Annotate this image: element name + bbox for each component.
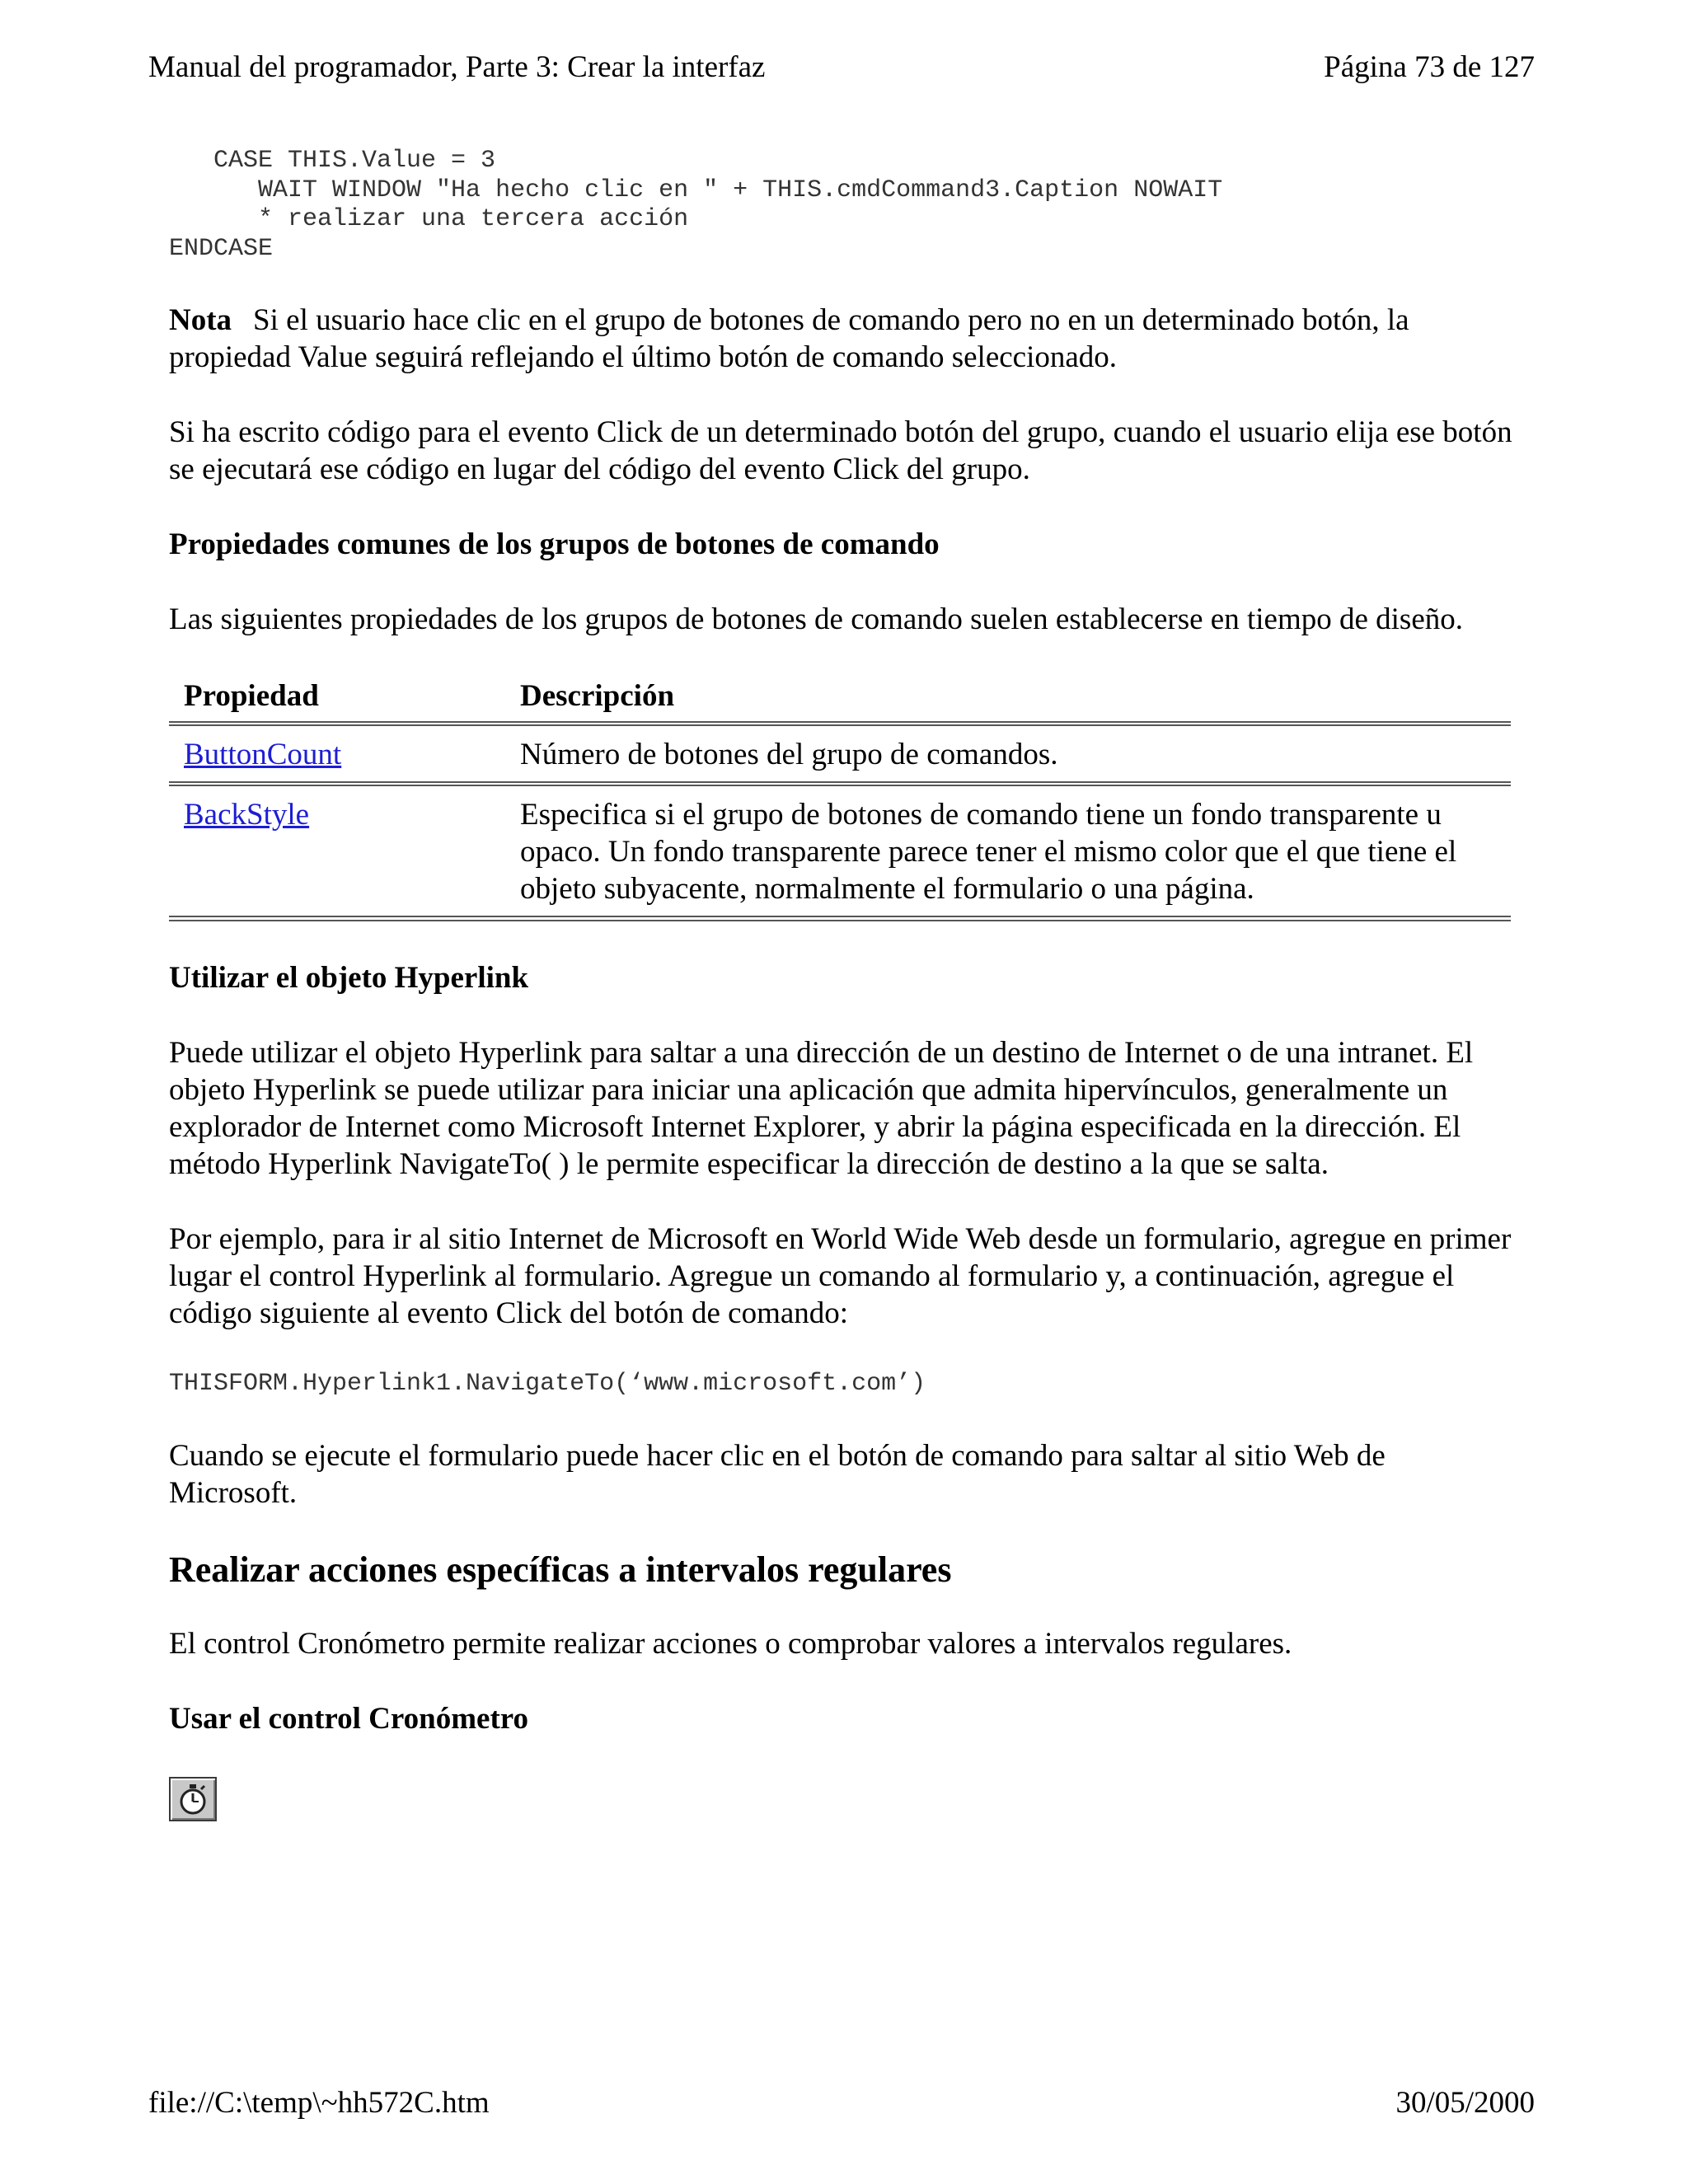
page-content (169, 147, 1512, 1821)
code-block-case (169, 147, 1512, 264)
table-cell-property (169, 724, 505, 784)
paragraph-hyperlink-example: Por ejemplo, para ir al sitio Internet de Microsoft en World Wide Web desde un formulario, agregue en primer lugar el control Hyperlink al formulario. Agregue un comando al formulario y, a continuación, agregue el código siguiente al evento Click del botón de comando: (169, 1222, 1512, 1330)
column-header-description: Descripción (505, 669, 1511, 724)
table-row (169, 724, 1511, 784)
note-label: Nota (169, 303, 232, 337)
footer-date: 30/05/2000 (1395, 2086, 1535, 2120)
footer-file-path: file://C:\temp\~hh572C.htm (148, 2086, 490, 2120)
paragraph-run-form: Cuando se ejecute el formulario puede hacer clic en el botón de comando para saltar al sitio Web de Microsoft. (169, 1438, 1386, 1510)
code-line: * realizar una tercera acción (169, 205, 689, 233)
page-header (148, 49, 1535, 86)
code-line: ENDCASE (169, 234, 274, 263)
column-header-property: Propiedad (169, 669, 505, 724)
link-buttoncount[interactable]: ButtonCount (184, 738, 342, 771)
note-text: Si el usuario hace clic en el grupo de botones de comando pero no en un determinado botón, la propiedad Value seguirá reflejando el último botón de comando seleccionado. (169, 303, 1409, 374)
header-title: Manual del programador, Parte 3: Crear la interfaz (148, 50, 766, 84)
heading-use-timer: Usar el control Cronómetro (169, 1701, 529, 1736)
header-page-number: Página 73 de 127 (1324, 50, 1535, 84)
table-row (169, 784, 1511, 919)
stopwatch-icon (169, 1777, 217, 1821)
table-cell-description: Especifica si el grupo de botones de comando tiene un fondo transparente u opaco. Un fondo transparente parece tener el mismo color que el que tiene el objeto subyacente, normalmente el formulario o una página. (505, 784, 1511, 919)
table-header-row (169, 669, 1511, 724)
link-backstyle[interactable]: BackStyle (184, 798, 310, 832)
code-line: WAIT WINDOW "Ha hecho clic en " + THIS.cmdCommand3.Caption NOWAIT (169, 176, 1223, 204)
paragraph-properties-intro: Las siguientes propiedades de los grupos de botones de comando suelen establecerse en tiempo de diseño. (169, 602, 1464, 636)
paragraph-hyperlink-intro: Puede utilizar el objeto Hyperlink para saltar a una dirección de un destino de Internet o de una intranet. El objeto Hyperlink se puede utilizar para iniciar una aplicación que admita hipervínculos, generalmente un explorador de Internet como Microsoft Internet Explorer, y abrir la página especificada en la dirección. El método Hyperlink NavigateTo( ) le permite especificar la dirección de destino a la que se salta. (169, 1036, 1474, 1181)
page-footer (148, 2085, 1535, 2121)
code-line: CASE THIS.Value = 3 (169, 147, 496, 175)
paragraph-click-event: Si ha escrito código para el evento Click de un determinado botón del grupo, cuando el usuario elija ese botón se ejecutará ese código en lugar del código del evento Click del grupo. (169, 415, 1512, 486)
heading-common-properties: Propiedades comunes de los grupos de botones de comando (169, 527, 940, 561)
properties-table (169, 669, 1511, 921)
section-heading-timer: Realizar acciones específicas a intervalos regulares (169, 1549, 952, 1590)
table-cell-description: Número de botones del grupo de comandos. (505, 724, 1511, 784)
stopwatch-glyph (176, 1783, 209, 1816)
paragraph-timer-intro: El control Cronómetro permite realizar acciones o comprobar valores a intervalos regulares. (169, 1626, 1292, 1661)
heading-hyperlink: Utilizar el objeto Hyperlink (169, 961, 529, 995)
table-cell-property (169, 784, 505, 919)
note-paragraph (169, 302, 1512, 376)
code-block-navigateto: THISFORM.Hyperlink1.NavigateTo(‘www.microsoft.com’) (169, 1370, 926, 1398)
